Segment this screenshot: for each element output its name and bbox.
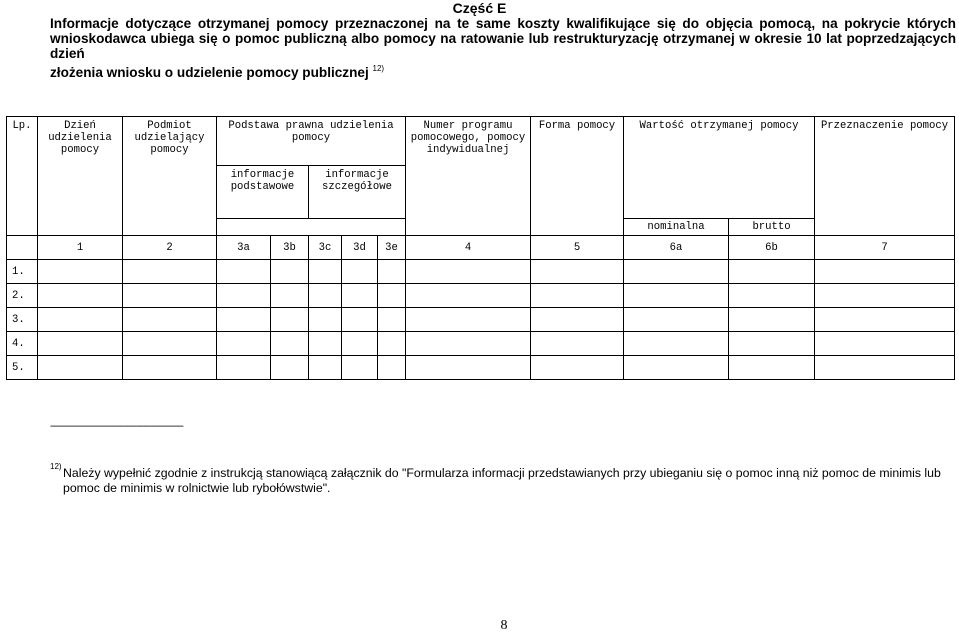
- table-cell: [406, 260, 531, 284]
- column-number-row: [7, 236, 955, 260]
- table-cell: [815, 308, 955, 332]
- table-cell: [271, 356, 309, 380]
- footnote-separator: ---------------------------------------------------------: [50, 421, 183, 432]
- table-cell: [309, 356, 342, 380]
- table-cell: [309, 260, 342, 284]
- table-cell: [217, 260, 271, 284]
- table-cell: [217, 284, 271, 308]
- footnote-reference: 12): [372, 64, 385, 73]
- column-number: 7: [815, 236, 955, 260]
- header-forma-pomocy: Forma pomocy: [531, 117, 624, 236]
- heading-text: Informacje dotyczące otrzymanej pomocy przeznaczonej na te same koszty kwalifikujące się do objęcia pomocą, na pokrycie których wnioskodawca ubiega się o pomoc publiczną albo pomocy na ratowanie lub restrukturyzację otrzymanej w okresie 10 lat poprzedzających dzień: [50, 16, 956, 61]
- column-number: 3a: [217, 236, 271, 260]
- table-cell: [624, 260, 729, 284]
- table-cell: [309, 308, 342, 332]
- table-cell: [217, 308, 271, 332]
- row-number: 4.: [7, 332, 38, 356]
- table-cell: [123, 284, 217, 308]
- table-cell: [342, 356, 378, 380]
- table-row: [7, 356, 955, 380]
- header-wartosc-spacer: [624, 166, 815, 219]
- column-number: 5: [531, 236, 624, 260]
- table-cell: [38, 308, 123, 332]
- section-heading: [50, 16, 956, 80]
- table-cell: [378, 356, 406, 380]
- table-cell: [271, 284, 309, 308]
- table-cell: [531, 356, 624, 380]
- part-title: Część E: [452, 0, 507, 16]
- table-cell: [342, 260, 378, 284]
- table-cell: [531, 284, 624, 308]
- table-cell: [624, 308, 729, 332]
- table-cell: [406, 356, 531, 380]
- table-cell: [531, 260, 624, 284]
- table-cell: [38, 332, 123, 356]
- table-cell: [309, 332, 342, 356]
- table-row: [7, 284, 955, 308]
- table-cell: [342, 284, 378, 308]
- table-row: [7, 332, 955, 356]
- column-number: 6b: [729, 236, 815, 260]
- table-cell: [123, 332, 217, 356]
- header-nominalna: nominalna: [624, 219, 729, 236]
- header-dzien-udzielenia: Dzień udzielenia pomocy: [38, 117, 123, 236]
- header-podmiot-udzielajacy: Podmiot udzielający pomocy: [123, 117, 217, 236]
- table-cell: [406, 284, 531, 308]
- footnote-mark: 12): [50, 462, 62, 471]
- table-cell: [815, 260, 955, 284]
- table-cell: [217, 356, 271, 380]
- column-number: 2: [123, 236, 217, 260]
- table-cell: [378, 260, 406, 284]
- row-number: 5.: [7, 356, 38, 380]
- column-number: 4: [406, 236, 531, 260]
- header-informacje-szczegolowe: informacje szczegółowe: [309, 166, 406, 219]
- table-cell: [406, 332, 531, 356]
- page-number: 8: [500, 618, 508, 633]
- table-row: [7, 260, 955, 284]
- table-cell: [309, 284, 342, 308]
- table-cell: [531, 332, 624, 356]
- table-cell: [342, 308, 378, 332]
- aid-table: [6, 116, 955, 380]
- row-number: 1.: [7, 260, 38, 284]
- table-cell: [729, 308, 815, 332]
- row-number: 3.: [7, 308, 38, 332]
- table-cell: [624, 356, 729, 380]
- table-cell: [123, 308, 217, 332]
- table-cell: [378, 332, 406, 356]
- table-cell: [729, 284, 815, 308]
- table-row: [7, 308, 955, 332]
- header-podstawa-spacer: [217, 219, 406, 236]
- column-number: 3c: [309, 236, 342, 260]
- column-number: 1: [38, 236, 123, 260]
- table-cell: [271, 332, 309, 356]
- header-numer-programu: Numer programu pomocowego, pomocy indywidualnej: [406, 117, 531, 236]
- table-cell: [378, 284, 406, 308]
- column-number: 3b: [271, 236, 309, 260]
- table-cell: [815, 332, 955, 356]
- column-number: 3d: [342, 236, 378, 260]
- table-cell: [217, 332, 271, 356]
- column-number-empty: [7, 236, 38, 260]
- table-cell: [815, 284, 955, 308]
- table-cell: [729, 356, 815, 380]
- table-cell: [624, 284, 729, 308]
- table-cell: [729, 260, 815, 284]
- table-cell: [123, 356, 217, 380]
- heading-text-end: złożenia wniosku o udzielenie pomocy publicznej: [50, 65, 369, 80]
- table-cell: [624, 332, 729, 356]
- table-cell: [38, 284, 123, 308]
- table-cell: [342, 332, 378, 356]
- table-cell: [123, 260, 217, 284]
- table-cell: [38, 356, 123, 380]
- header-wartosc-pomocy: Wartość otrzymanej pomocy: [624, 117, 815, 166]
- table-cell: [531, 308, 624, 332]
- table-cell: [38, 260, 123, 284]
- table-cell: [406, 308, 531, 332]
- table-cell: [271, 260, 309, 284]
- header-brutto: brutto: [729, 219, 815, 236]
- header-podstawa-prawna: Podstawa prawna udzielenia pomocy: [217, 117, 406, 166]
- table-cell: [729, 332, 815, 356]
- header-informacje-podstawowe: informacje podstawowe: [217, 166, 309, 219]
- header-lp: Lp.: [7, 117, 38, 236]
- column-number: 3e: [378, 236, 406, 260]
- table-cell: [378, 308, 406, 332]
- header-przeznaczenie: Przeznaczenie pomocy: [815, 117, 955, 236]
- table-cell: [271, 308, 309, 332]
- column-number: 6a: [624, 236, 729, 260]
- footnote-text: Należy wypełnić zgodnie z instrukcją stanowiącą załącznik do "Formularza informacji przedstawianych przy ubieganiu się o pomoc inną niż pomoc de minimis lub pomoc de minimis w rolnictwie lub rybołówstwie".: [63, 466, 941, 495]
- table-cell: [815, 356, 955, 380]
- row-number: 2.: [7, 284, 38, 308]
